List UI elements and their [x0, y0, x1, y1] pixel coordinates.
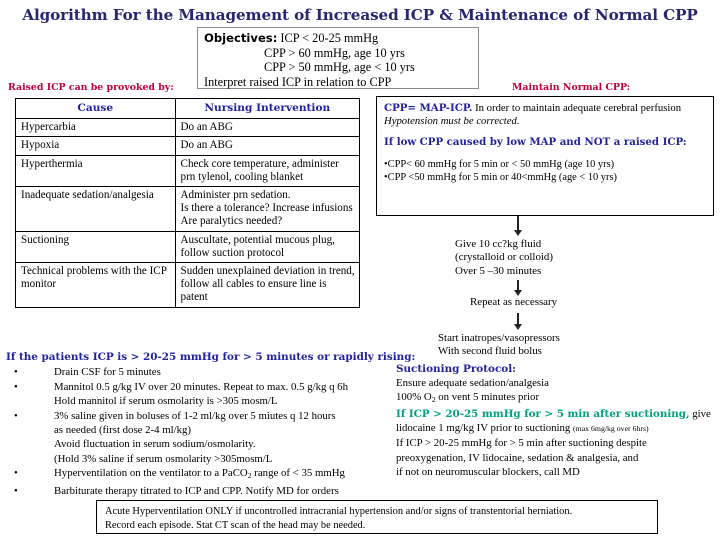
objectives-line-4: Interpret raised ICP in relation to CPP: [204, 74, 392, 89]
table-row: [16, 187, 360, 232]
cell-cause: Technical problems with the ICP monitor: [16, 263, 176, 308]
fluid-line-1: Give 10 cc?kg fluid: [455, 238, 542, 250]
fluid-line-2: (crystalloid or colloid): [455, 251, 553, 264]
table-row: [16, 155, 360, 186]
maintain-cpp-heading: Maintain Normal CPP:: [512, 82, 631, 93]
cpp-bullet-item: •CPP <50 mmHg for 5 min or 40<mmHg (age < 10 yrs): [384, 172, 617, 184]
suctioning-line-6: if not on neuromuscular blockers, call MD: [396, 465, 580, 478]
subscript-2: 2: [247, 471, 252, 481]
suctioning-line-5: preoxygenation, IV lidocaine, sedation & analgesia, and: [396, 451, 639, 464]
flow-step-fluid-bolus: [455, 238, 553, 278]
cpp-formula: CPP= MAP-ICP.: [384, 102, 473, 114]
bullet-icon: •: [14, 467, 18, 480]
objectives-box: [197, 27, 479, 89]
cell-intervention: Do an ABG: [175, 137, 359, 155]
causes-interventions-table: [15, 98, 360, 308]
lidocaine-text: lidocaine 1 mg/kg IV prior to suctioning: [396, 422, 571, 435]
cell-cause: Hypoxia: [16, 137, 176, 155]
suctioning-protocol: [396, 362, 716, 479]
cell-intervention: Administer prn sedation. Is there a tolerance? Increase infusions Are paralytics needed?: [175, 187, 359, 232]
teal-highlight-text: If ICP > 20-25 mmHg for > 5 min after suctioning,: [396, 408, 690, 421]
oxygen-post: on vent 5 minutes prior: [435, 391, 540, 404]
flow-step-repeat: Repeat as necessary: [470, 296, 558, 308]
cpp-spacer: [384, 129, 708, 136]
cell-intervention: Do an ABG: [175, 119, 359, 137]
list-item: [6, 409, 376, 423]
list-subitem: (Hold 3% saline if serum osmolarity >305mosm/L: [54, 452, 273, 465]
list-subitem: Hold mannitol if serum osmolarity is >305 mosm/L: [54, 395, 278, 408]
subscript-2: 2: [431, 395, 436, 405]
objectives-label: Objectives:: [204, 31, 278, 45]
bullet-icon: •: [14, 366, 18, 379]
hyperventilation-warning-box: [96, 500, 658, 534]
suctioning-teal-line: [396, 407, 716, 421]
hyperventilation-line-1: Acute Hyperventilation ONLY if uncontrolled intracranial hypertension and/or signs of transtentorial herniation.: [105, 506, 573, 517]
hyperventilation-line-2: Record each episode. Stat CT scan of the head may be needed.: [105, 519, 366, 531]
bullet-icon: •: [14, 409, 18, 422]
cell-cause: Hyperthermia: [16, 155, 176, 186]
cpp-formula-line: [384, 102, 708, 115]
list-item: [6, 484, 376, 498]
list-item-text: Mannitol 0.5 g/kg IV over 20 minutes. Repeat to max. 0.5 g/kg q 6h: [54, 380, 348, 393]
list-item-text: Drain CSF for 5 minutes: [54, 366, 161, 379]
suctioning-protocol-heading: Suctioning Protocol:: [396, 363, 516, 375]
fluid-line-3: Over 5 –30 minutes: [455, 264, 542, 277]
cpp-bullet-item: •CPP< 60 mmHg for 5 min or < 50 mmHg (age 10 yrs): [384, 159, 615, 171]
lidocaine-max-note: (max 6mg/kg over 6hrs): [573, 424, 649, 434]
suctioning-line-3: [396, 421, 716, 436]
raised-icp-heading: Raised ICP can be provoked by:: [8, 82, 174, 93]
icp-protocol-heading: If the patients ICP is > 20-25 mmHg for > 5 minutes or rapidly rising:: [6, 351, 416, 363]
flow-arrow-head-3: [514, 324, 522, 330]
objectives-line-2: CPP > 60 mmHg, age 10 yrs: [264, 45, 405, 60]
cell-intervention: Sudden unexplained deviation in trend, follow all cables to ensure line is patent: [175, 263, 359, 308]
table-header-row: [16, 99, 360, 119]
suctioning-line-1: Ensure adequate sedation/analgesia: [396, 377, 549, 390]
table-row: [16, 119, 360, 137]
suctioning-line-4: If ICP > 20-25 mmHg for > 5 min after suctioning despite: [396, 437, 647, 450]
inotropes-line-2: With second fluid bolus: [438, 345, 542, 358]
list-subitem: as needed (first dose 2-4 ml/kg): [54, 424, 192, 437]
objectives-line-1: [204, 31, 474, 46]
table-row: [16, 263, 360, 308]
flow-step-inotropes: [438, 332, 560, 359]
page-title: Algorithm For the Management of Increased ICP & Maintenance of Normal CPP: [22, 6, 698, 24]
cpp-bullet-list: [384, 158, 708, 184]
bullet-icon: •: [14, 380, 18, 393]
cpp-info-box: [376, 96, 714, 216]
cell-cause: Inadequate sedation/analgesia: [16, 187, 176, 232]
list-item: [6, 365, 376, 379]
table-row: [16, 231, 360, 262]
list-item-text: Barbiturate therapy titrated to ICP and CPP. Notify MD for orders: [54, 484, 339, 497]
cell-intervention: Auscultate, potential mucous plug, follow suction protocol: [175, 231, 359, 262]
list-item: [6, 380, 376, 394]
table-row: [16, 137, 360, 155]
teal-line-rest: give: [689, 408, 711, 421]
cell-cause: Hypercarbia: [16, 119, 176, 137]
cpp-condition-heading: If low CPP caused by low MAP and NOT a raised ICP:: [384, 135, 687, 148]
column-header-cause: Cause: [16, 99, 176, 119]
column-header-intervention: Nursing Intervention: [175, 99, 359, 119]
suctioning-line-2: [396, 390, 716, 407]
inotropes-line-1: Start inatropes/vasopressors: [438, 332, 560, 344]
cell-intervention: Check core temperature, administer prn tylenol, cooling blanket: [175, 155, 359, 186]
cpp-formula-rest: In order to maintain adequate cerebral perfusion: [472, 102, 682, 114]
flow-arrow-head-1: [514, 230, 522, 236]
objectives-value-1: ICP < 20-25 mmHg: [280, 31, 379, 45]
objectives-line-3: CPP > 50 mmHg, age < 10 yrs: [264, 60, 415, 75]
cpp-hypotension-note: Hypotension must be corrected.: [384, 115, 520, 128]
list-item: [6, 466, 376, 483]
list-item-text: 3% saline given in boluses of 1-2 ml/kg over 5 miutes q 12 hours: [54, 409, 336, 422]
list-item-text: Hyperventilation on the ventilator to a PaCO$_2$ range of < 35 mmHg: [54, 467, 345, 481]
list-subitem: Avoid fluctuation in serum sodium/osmolarity.: [54, 438, 256, 451]
oxygen-pre: 100% O: [396, 391, 432, 404]
bullet-icon: •: [14, 484, 18, 497]
cell-cause: Suctioning: [16, 231, 176, 262]
